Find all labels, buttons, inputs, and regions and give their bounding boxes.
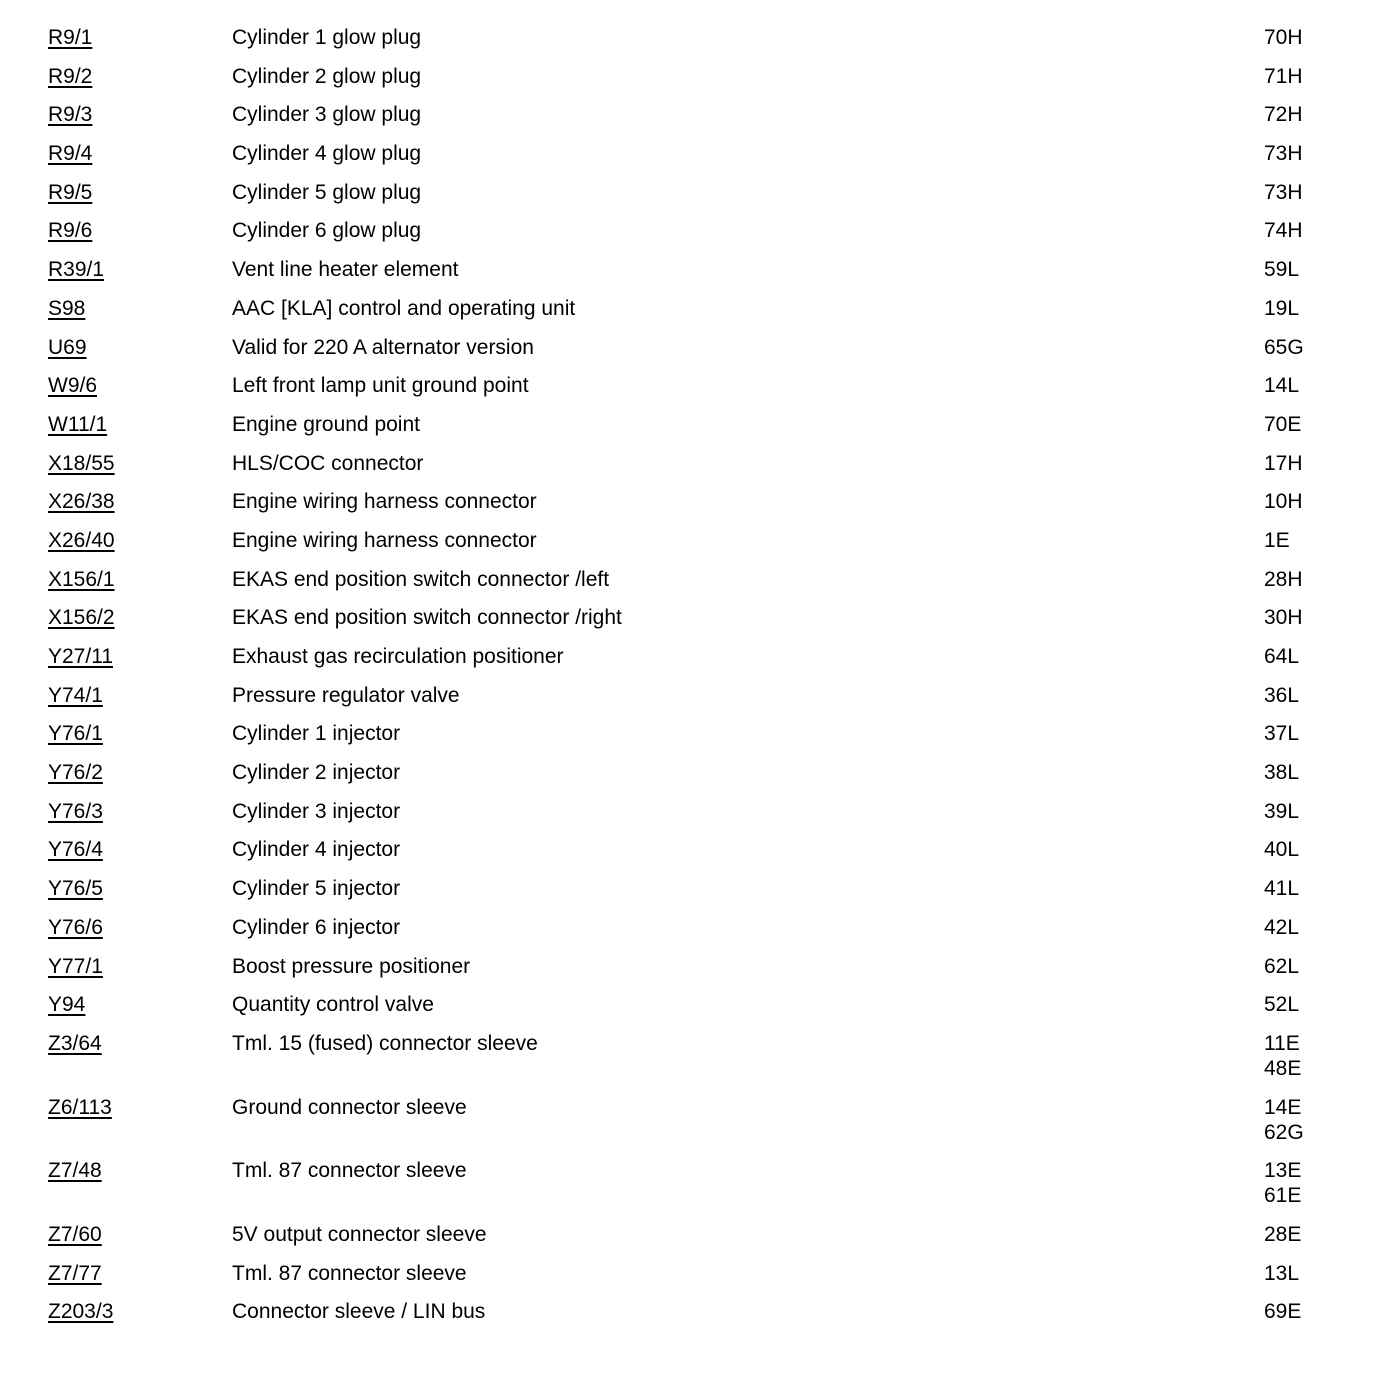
grid-location-cell (1264, 1222, 1308, 1247)
component-description: Tml. 87 connector sleeve (232, 1159, 467, 1183)
component-description: Cylinder 5 glow plug (232, 180, 422, 204)
grid-location-cell (1264, 760, 1308, 785)
component-description: Cylinder 4 glow plug (232, 142, 422, 166)
component-code-link[interactable]: Z203/3 (48, 1300, 114, 1324)
table-row (48, 992, 1308, 1017)
grid-location-cell (1264, 25, 1308, 50)
grid-location-cell (1264, 992, 1308, 1017)
component-description: AAC [KLA] control and operating unit (232, 296, 576, 320)
table-row (48, 451, 1308, 476)
table-row (48, 721, 1308, 746)
component-code-link[interactable]: Y76/4 (48, 838, 103, 862)
table-row (48, 412, 1308, 437)
table-row (48, 257, 1308, 282)
component-description: Tml. 15 (fused) connector sleeve (232, 1031, 538, 1055)
component-code-link[interactable]: R9/1 (48, 26, 93, 49)
grid-location: 73H (1264, 180, 1303, 204)
component-legend-table (48, 25, 1308, 1338)
grid-location-cell (1264, 1031, 1308, 1081)
component-code-link[interactable]: X156/1 (48, 567, 115, 591)
component-code-link[interactable]: R9/2 (48, 64, 93, 88)
grid-location: 30H (1264, 606, 1303, 630)
component-description: Quantity control valve (232, 993, 434, 1017)
component-code-link[interactable]: Y76/1 (48, 722, 103, 746)
table-row (48, 218, 1308, 243)
component-description: Cylinder 1 injector (232, 722, 401, 746)
component-code-link[interactable]: R9/3 (48, 103, 93, 127)
grid-location: 13L (1264, 1261, 1300, 1285)
component-description: Tml. 87 connector sleeve (232, 1261, 467, 1285)
grid-location: 65G (1264, 335, 1304, 359)
component-description: Engine ground point (232, 412, 420, 436)
grid-location: 14L (1264, 374, 1300, 398)
component-description: Cylinder 3 injector (232, 799, 401, 823)
grid-location-cell (1264, 721, 1308, 746)
grid-location: 28H (1264, 567, 1303, 591)
grid-location: 71H (1264, 64, 1303, 88)
table-row (48, 373, 1308, 398)
grid-location: 70E (1264, 412, 1302, 436)
grid-location: 36L (1264, 683, 1300, 707)
component-code-link[interactable]: X156/2 (48, 606, 115, 630)
table-row (48, 1031, 1308, 1081)
grid-location: 42L (1264, 915, 1300, 939)
component-code-link[interactable]: R39/1 (48, 258, 105, 282)
component-code-link[interactable]: Y76/5 (48, 877, 103, 901)
component-code-link[interactable]: W11/1 (48, 412, 108, 436)
grid-location: 11E (1264, 1031, 1300, 1055)
grid-location-cell (1264, 489, 1308, 514)
component-code-link[interactable]: Z6/113 (48, 1095, 112, 1119)
component-description: Boost pressure positioner (232, 954, 471, 978)
component-code-link[interactable]: Y27/11 (48, 645, 113, 668)
component-description: 5V output connector sleeve (232, 1222, 487, 1246)
component-code-link[interactable]: Y76/2 (48, 761, 103, 785)
component-code-link[interactable]: Y76/6 (48, 915, 103, 939)
grid-location-cell (1264, 799, 1308, 824)
table-row (48, 489, 1308, 514)
grid-location-cell (1264, 954, 1308, 979)
component-code-link[interactable]: Y76/3 (48, 799, 103, 823)
component-code-link[interactable]: Y74/1 (48, 683, 103, 707)
table-row (48, 102, 1308, 127)
grid-location: 41L (1264, 877, 1300, 901)
grid-location: 28E (1264, 1222, 1302, 1246)
table-row (48, 296, 1308, 321)
component-description: Valid for 220 A alternator version (232, 335, 534, 359)
component-code-link[interactable]: S98 (48, 296, 86, 320)
component-code-link[interactable]: X26/40 (48, 528, 115, 552)
table-row (48, 837, 1308, 862)
grid-location-cell (1264, 1261, 1308, 1286)
grid-location: 37L (1264, 722, 1300, 746)
component-code-link[interactable]: Z7/77 (48, 1261, 102, 1285)
grid-location: 64L (1264, 645, 1300, 668)
grid-location-cell (1264, 683, 1308, 708)
component-code-link[interactable]: W9/6 (48, 374, 98, 398)
grid-location: 72H (1264, 103, 1303, 127)
table-row (48, 64, 1308, 89)
grid-location: 69E (1264, 1300, 1302, 1324)
grid-location-cell (1264, 102, 1308, 127)
grid-location-cell (1264, 567, 1308, 592)
grid-location: 17H (1264, 451, 1303, 475)
grid-location: 40L (1264, 838, 1300, 862)
grid-location-cell (1264, 335, 1308, 360)
component-description: Connector sleeve / LIN bus (232, 1300, 486, 1324)
component-description: Vent line heater element (232, 258, 459, 282)
component-description: Engine wiring harness connector (232, 528, 537, 552)
component-description: Cylinder 6 glow plug (232, 219, 422, 243)
component-description: Cylinder 2 injector (232, 761, 401, 785)
component-code-link[interactable]: Y94 (48, 993, 86, 1017)
grid-location-cell (1264, 1299, 1308, 1324)
grid-location-cell (1264, 296, 1308, 321)
table-row (48, 335, 1308, 360)
component-code-link[interactable]: Z7/48 (48, 1159, 102, 1183)
table-row (48, 915, 1308, 940)
grid-location: 13E (1264, 1159, 1302, 1183)
grid-location: 59L (1264, 258, 1300, 282)
table-row (48, 528, 1308, 553)
table-row (48, 1261, 1308, 1286)
grid-location-cell (1264, 180, 1308, 205)
grid-location-cell (1264, 1095, 1308, 1145)
table-row (48, 760, 1308, 785)
table-row (48, 141, 1308, 166)
grid-location-cell (1264, 218, 1308, 243)
grid-location-cell (1264, 605, 1308, 630)
component-description: EKAS end position switch connector /left (232, 567, 610, 591)
grid-location: 14E (1264, 1095, 1302, 1119)
component-description: Exhaust gas recirculation positioner (232, 645, 564, 668)
component-description: Cylinder 4 injector (232, 838, 401, 862)
component-code-link[interactable]: X26/38 (48, 490, 115, 514)
grid-location: 39L (1264, 799, 1300, 823)
grid-location-cell (1264, 644, 1308, 669)
component-code-link[interactable]: R9/6 (48, 219, 93, 243)
table-row (48, 876, 1308, 901)
component-description: Ground connector sleeve (232, 1095, 467, 1119)
grid-location: 62L (1264, 954, 1300, 978)
component-code-link[interactable]: R9/5 (48, 180, 93, 204)
grid-location-cell (1264, 412, 1308, 437)
table-row (48, 644, 1308, 669)
table-row (48, 180, 1308, 205)
component-code-link[interactable]: Z7/60 (48, 1222, 102, 1246)
component-description: Left front lamp unit ground point (232, 374, 529, 398)
component-code-link[interactable]: R9/4 (48, 142, 93, 166)
component-description: Cylinder 6 injector (232, 915, 401, 939)
grid-location: 52L (1264, 993, 1300, 1017)
grid-location-cell (1264, 373, 1308, 398)
table-row (48, 567, 1308, 592)
grid-location-cell (1264, 915, 1308, 940)
grid-location-cell (1264, 837, 1308, 862)
grid-location: 70H (1264, 26, 1303, 49)
grid-location: 73H (1264, 142, 1303, 166)
table-row (48, 25, 1308, 50)
grid-location: 48E (1264, 1056, 1302, 1080)
component-code-link[interactable]: X18/55 (48, 451, 115, 475)
grid-location: 61E (1264, 1184, 1302, 1208)
grid-location: 19L (1264, 296, 1300, 320)
grid-location: 10H (1264, 490, 1303, 514)
component-description: Cylinder 1 glow plug (232, 26, 422, 49)
component-description: EKAS end position switch connector /right (232, 606, 622, 630)
grid-location: 38L (1264, 761, 1300, 785)
component-description: Cylinder 3 glow plug (232, 103, 422, 127)
table-row (48, 1299, 1308, 1324)
grid-location: 62G (1264, 1120, 1304, 1144)
component-code-link[interactable]: Z3/64 (48, 1031, 102, 1055)
component-description: Engine wiring harness connector (232, 490, 537, 514)
table-row (48, 1222, 1308, 1247)
table-row (48, 954, 1308, 979)
component-description: Pressure regulator valve (232, 683, 460, 707)
grid-location: 1E (1264, 528, 1290, 552)
table-row (48, 1095, 1308, 1145)
table-row (48, 605, 1308, 630)
component-code-link[interactable]: Y77/1 (48, 954, 103, 978)
component-code-link[interactable]: U69 (48, 335, 87, 359)
grid-location-cell (1264, 64, 1308, 89)
grid-location-cell (1264, 257, 1308, 282)
grid-location-cell (1264, 141, 1308, 166)
table-row (48, 799, 1308, 824)
grid-location-cell (1264, 451, 1308, 476)
component-description: Cylinder 5 injector (232, 877, 401, 901)
component-description: HLS/COC connector (232, 451, 424, 475)
table-row (48, 1158, 1308, 1208)
grid-location-cell (1264, 876, 1308, 901)
table-row (48, 683, 1308, 708)
component-description: Cylinder 2 glow plug (232, 64, 422, 88)
grid-location-cell (1264, 528, 1308, 553)
grid-location: 74H (1264, 219, 1303, 243)
grid-location-cell (1264, 1158, 1308, 1208)
